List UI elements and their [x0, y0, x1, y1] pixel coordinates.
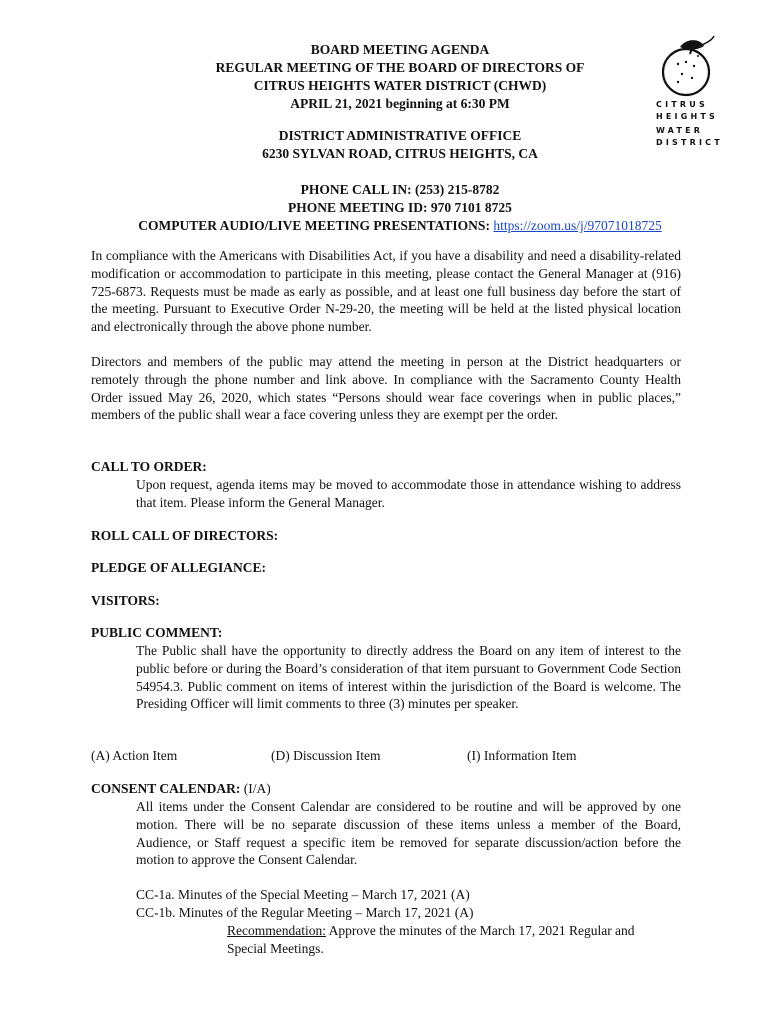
- legend-action-item: (A) Action Item: [91, 748, 178, 763]
- consent-item: [136, 904, 473, 922]
- agenda-title: BOARD MEETING AGENDA: [310, 42, 490, 57]
- meeting-date: APRIL 21, 2021 beginning at 6:30 PM: [290, 96, 510, 111]
- consent-item-id: CC-1a.: [136, 887, 175, 902]
- legend-discussion-item: (D) Discussion Item: [271, 748, 381, 763]
- consent-calendar-label: CONSENT CALENDAR:: [91, 781, 241, 796]
- office-address: 6230 SYLVAN ROAD, CITRUS HEIGHTS, CA: [262, 146, 538, 161]
- consent-item-text: Minutes of the Regular Meeting – March 17, 2021 (A): [178, 905, 474, 920]
- office-name: DISTRICT ADMINISTRATIVE OFFICE: [278, 128, 522, 143]
- meeting-type: REGULAR MEETING OF THE BOARD OF DIRECTORS OF: [215, 60, 585, 75]
- logo-line-district: DISTRICT: [656, 138, 723, 147]
- zoom-link[interactable]: https://zoom.us/j/97071018725: [493, 218, 662, 233]
- visitors-heading: VISITORS:: [91, 593, 160, 608]
- attendance-paragraph: Directors and members of the public may attend the meeting in person at the District headquarters or remotely through the phone number and link above. In compliance with the Sacramento County Health Order issued May 26, 2020, which states “Persons should wear face coverings when in public places,” members of the public shall wear a face covering unless they are exempt per the order.: [91, 354, 681, 423]
- district-name: CITRUS HEIGHTS WATER DISTRICT (CHWD): [253, 78, 547, 93]
- public-comment-text: The Public shall have the opportunity to directly address the Board on any item of interest to the public before or during the Board’s consideration of that item pursuant to Government Code Section 54954.3. Public comment on items of interest within the jurisdiction of the Board is welcome. The Presiding Officer will limit comments to three (3) minutes per speaker.: [136, 643, 681, 712]
- computer-audio-label: COMPUTER AUDIO/LIVE MEETING PRESENTATIONS:: [138, 218, 490, 233]
- orange-logo-icon: [656, 34, 732, 98]
- roll-call-heading: ROLL CALL OF DIRECTORS:: [91, 528, 279, 543]
- legend-information-item: (I) Information Item: [467, 748, 577, 763]
- phone-meeting-id: PHONE MEETING ID: 970 7101 8725: [288, 200, 512, 215]
- consent-calendar-type: (I/A): [243, 781, 271, 796]
- recommendation-label: Recommendation:: [227, 923, 326, 938]
- logo-line-water: WATER: [656, 126, 704, 135]
- phone-block: [90, 181, 710, 235]
- consent-calendar-heading: [91, 780, 271, 798]
- call-to-order-heading: CALL TO ORDER:: [91, 459, 207, 474]
- consent-item: [136, 886, 470, 904]
- phone-call-in: PHONE CALL IN: (253) 215-8782: [300, 182, 500, 197]
- computer-audio-line: [90, 217, 710, 235]
- agenda-header: [90, 41, 710, 113]
- call-to-order-text: Upon request, agenda items may be moved to accommodate those in attendance wishing to address that item. Please inform the General Manager.: [136, 477, 681, 510]
- pledge-heading: PLEDGE OF ALLEGIANCE:: [91, 560, 267, 575]
- chwd-logo: [656, 34, 732, 152]
- consent-item-id: CC-1b.: [136, 905, 176, 920]
- logo-line-citrus: CITRUS: [656, 100, 708, 109]
- recommendation-text: Approve the minutes of the March 17, 2021 Regular and Special Meetings.: [227, 923, 635, 956]
- consent-item-text: Minutes of the Special Meeting – March 17, 2021 (A): [178, 887, 470, 902]
- ada-paragraph: In compliance with the Americans with Disabilities Act, if you have a disability and need a disability-related modification or accommodation to participate in this meeting, please contact the General Manager at (916) 725-6873. Requests must be made as early as possible, and at least one full business day before the start of the meeting. Pursuant to Executive Order N-29-20, the meeting will be held at the listed physical location and electronically through the above phone number.: [91, 248, 681, 335]
- public-comment-heading: PUBLIC COMMENT:: [91, 625, 223, 640]
- consent-calendar-text: All items under the Consent Calendar are considered to be routine and will be approved by one motion. There will be no separate discussion of these items unless a member of the Board, Audience, or Staff request a specific item be removed for separate discussion/action before the motion to approve the Consent Calendar.: [136, 799, 681, 868]
- location-block: [90, 127, 710, 163]
- logo-line-heights: HEIGHTS: [656, 112, 719, 121]
- recommendation: [227, 922, 677, 958]
